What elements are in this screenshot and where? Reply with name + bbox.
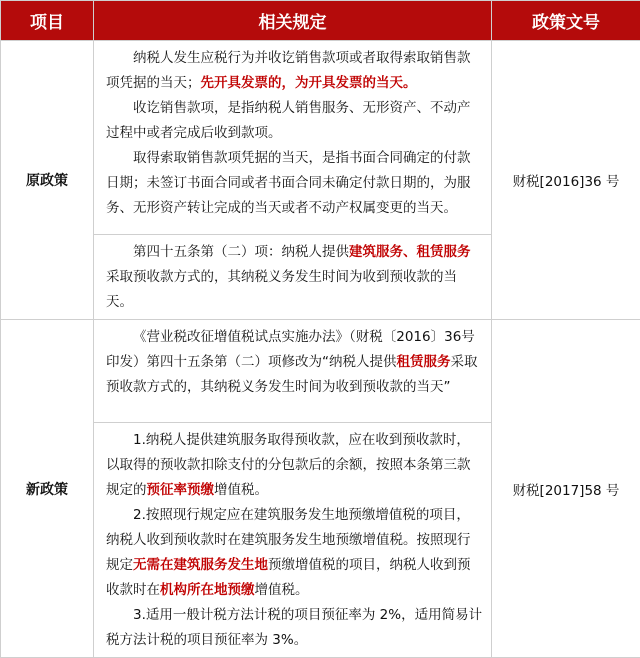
new-policy-label: 新政策: [1, 320, 94, 658]
new-p2: 1.纳税人提供建筑服务取得预收款，应在收到预收款时，以取得的预收款扣除支付的分包款后的余额，按照本条第三款规定的预征率预缴增值税。: [106, 428, 483, 503]
new-policy-details-cell: [94, 423, 492, 658]
header-item: 项目: [1, 1, 94, 41]
original-p4: 第四十五条第（二）项：纳税人提供建筑服务、租赁服务采取预收款方式的，其纳税义务发生时间为收到预收款的当天。: [106, 240, 483, 315]
original-p4-highlight: 建筑服务、租赁服务: [349, 244, 471, 260]
original-p1: 纳税人发生应税行为并收讫销售款项或者取得索取销售款项凭据的当天；先开具发票的，为开具发票的当天。: [106, 46, 483, 96]
new-p2-highlight: 预征率预缴: [147, 482, 215, 498]
original-p1-highlight: 先开具发票的，为开具发票的当天。: [201, 75, 417, 91]
new-policy-doc-number: 财税[2017]58 号: [492, 320, 640, 658]
original-policy-label: 原政策: [1, 41, 94, 320]
new-p1: 《营业税改征增值税试点实施办法》（财税〔2016〕36号印发）第四十五条第（二）项修改为“纳税人提供租赁服务采取预收款方式的，其纳税义务发生时间为收到预收款的当天”: [106, 325, 483, 400]
new-p3-highlight-1: 无需在建筑服务发生地: [133, 557, 268, 573]
original-policy-regulation-cell: [94, 41, 492, 235]
original-p3: 取得索取销售款项凭据的当天，是指书面合同确定的付款日期；未签订书面合同或者书面合同未确定付款日期的，为服务、无形资产转让完成的当天或者不动产权属变更的当天。: [106, 146, 483, 221]
new-p1-highlight: 租赁服务: [397, 354, 451, 370]
header-regulation: 相关规定: [94, 1, 492, 41]
new-p3-highlight-2: 机构所在地预缴: [160, 582, 255, 598]
original-p2: 收讫销售款项，是指纳税人销售服务、无形资产、不动产过程中或者完成后收到款项。: [106, 96, 483, 146]
original-policy-doc-number: 财税[2016]36 号: [492, 41, 640, 320]
new-policy-amendment-cell: [94, 320, 492, 423]
header-document-number: 政策文号: [492, 1, 640, 41]
original-policy-article45-cell: [94, 235, 492, 320]
new-p4: 3.适用一般计税方法计税的项目预征率为 2%，适用简易计税方法计税的项目预征率为 3%。: [106, 603, 483, 653]
new-p3: 2.按照现行规定应在建筑服务发生地预缴增值税的项目，纳税人收到预收款时在建筑服务发生地预缴增值税。按照现行规定无需在建筑服务发生地预缴增值税的项目，纳税人收到预收款时在机构所在地预缴增值税。: [106, 503, 483, 603]
new-policy-row-1: [1, 320, 640, 423]
original-policy-row-1: [1, 41, 640, 235]
header-row: [1, 1, 640, 41]
